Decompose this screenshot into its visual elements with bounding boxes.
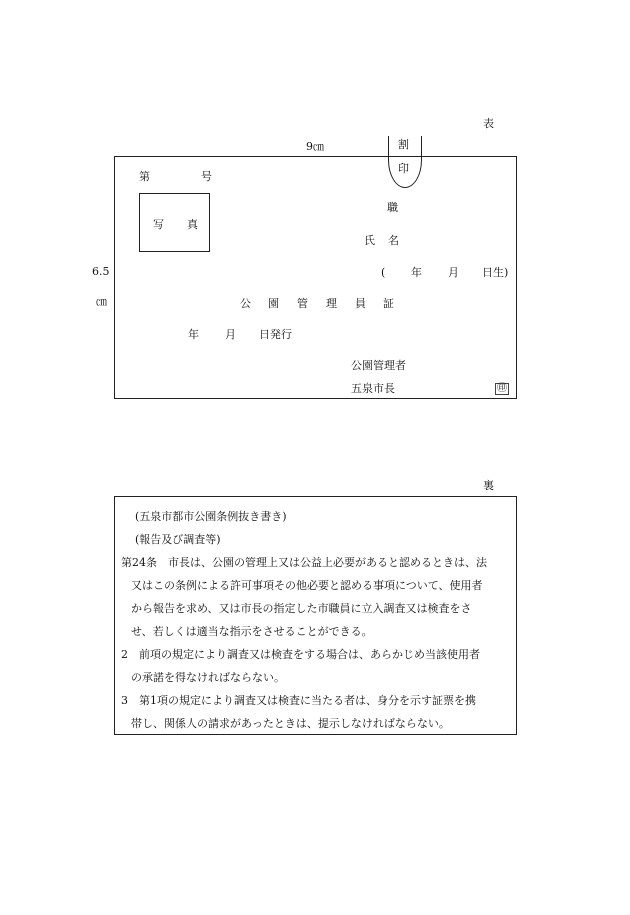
birth-day-label: 日生) bbox=[482, 266, 509, 279]
back-text-line-7: 3 第1項の規定により調査又は検査に当たる者は、身分を示す証票を携 bbox=[121, 694, 476, 707]
photo-label-1: 写 bbox=[153, 218, 164, 231]
back-subheading: (報告及び調査等) bbox=[135, 533, 221, 546]
width-label: 9㎝ bbox=[306, 140, 324, 153]
back-text-line-6: の承諾を得なければならない。 bbox=[131, 671, 285, 684]
back-text-line-1: 第24条 市長は、公園の管理上又は公益上必要があると認めるときは、法 bbox=[121, 556, 487, 569]
birth-month-label: 月 bbox=[448, 266, 459, 279]
photo-label-2: 真 bbox=[187, 218, 198, 231]
back-heading: (五泉市都市公園条例抜き書き) bbox=[135, 510, 287, 523]
birth-paren-open: ( bbox=[381, 266, 386, 279]
name-label-1: 氏 bbox=[364, 234, 375, 247]
back-text-line-2: 又はこの条例による許可事項その他必要と認める事項について、使用者 bbox=[131, 579, 483, 592]
id-card-back bbox=[114, 496, 517, 735]
title-char-4: 理 bbox=[326, 297, 337, 310]
birth-year-label: 年 bbox=[411, 266, 422, 279]
issue-year-label: 年 bbox=[188, 328, 199, 341]
job-label: 職 bbox=[387, 201, 398, 214]
issuer-line-1: 公園管理者 bbox=[351, 359, 406, 372]
number-label-dai: 第 bbox=[139, 170, 150, 183]
issue-day-label: 日発行 bbox=[259, 328, 292, 341]
photo-box bbox=[139, 193, 210, 252]
title-char-5: 員 bbox=[355, 297, 366, 310]
front-side-label: 表 bbox=[483, 117, 494, 130]
title-char-1: 公 bbox=[240, 297, 251, 310]
number-label-go: 号 bbox=[201, 170, 212, 183]
stamp-label-bottom: 印 bbox=[398, 162, 409, 175]
issue-month-label: 月 bbox=[225, 328, 236, 341]
name-label-2: 名 bbox=[388, 234, 399, 247]
back-text-line-4: せ、若しくは適当な指示をさせることができる。 bbox=[131, 625, 373, 638]
issuer-line-2: 五泉市長 bbox=[351, 382, 395, 395]
back-text-line-3: から報告を求め、又は市長の指定した市職員に立入調査又は検査をさ bbox=[131, 602, 472, 615]
back-text-line-8: 帯し、関係人の請求があったときは、提示しなければならない。 bbox=[131, 717, 450, 730]
back-side-label: 裏 bbox=[483, 479, 494, 492]
title-char-2: 園 bbox=[268, 297, 279, 310]
height-label-number: 6.5 bbox=[92, 265, 110, 278]
seal-mark: ㊞ bbox=[497, 383, 507, 394]
id-card-front bbox=[114, 156, 517, 399]
height-label-unit: ㎝ bbox=[96, 295, 107, 308]
stamp-label-top: 割 bbox=[398, 138, 409, 151]
title-char-6: 証 bbox=[383, 297, 394, 310]
title-char-3: 管 bbox=[297, 297, 308, 310]
back-text-line-5: 2 前項の規定により調査又は検査をする場合は、あらかじめ当該使用者 bbox=[121, 648, 480, 661]
